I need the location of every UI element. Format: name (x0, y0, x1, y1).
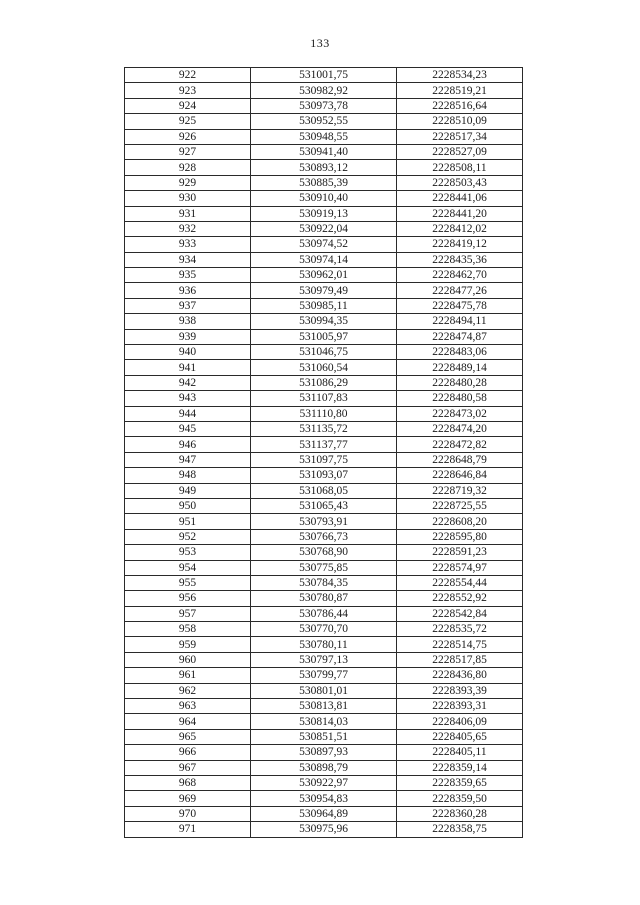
x-coordinate-cell: 530922,04 (251, 221, 397, 236)
table-row (125, 806, 523, 821)
point-number-cell: 933 (125, 237, 251, 252)
table-row (125, 68, 523, 83)
y-coordinate-cell: 2228419,12 (397, 237, 523, 252)
table-row (125, 545, 523, 560)
point-number-cell: 922 (125, 68, 251, 83)
point-number-cell: 930 (125, 191, 251, 206)
y-coordinate-cell: 2228477,26 (397, 283, 523, 298)
point-number-cell: 955 (125, 575, 251, 590)
x-coordinate-cell: 530910,40 (251, 191, 397, 206)
x-coordinate-cell: 530814,03 (251, 714, 397, 729)
point-number-cell: 970 (125, 806, 251, 821)
y-coordinate-cell: 2228483,06 (397, 345, 523, 360)
point-number-cell: 944 (125, 406, 251, 421)
table-row (125, 329, 523, 344)
x-coordinate-cell: 531005,97 (251, 329, 397, 344)
y-coordinate-cell: 2228508,11 (397, 160, 523, 175)
x-coordinate-cell: 530768,90 (251, 545, 397, 560)
table-row (125, 421, 523, 436)
point-number-cell: 948 (125, 468, 251, 483)
table-row (125, 206, 523, 221)
point-number-cell: 954 (125, 560, 251, 575)
x-coordinate-cell: 531135,72 (251, 421, 397, 436)
y-coordinate-cell: 2228725,55 (397, 498, 523, 513)
table-row (125, 683, 523, 698)
table-row (125, 237, 523, 252)
table-row (125, 298, 523, 313)
point-number-cell: 942 (125, 375, 251, 390)
y-coordinate-cell: 2228441,20 (397, 206, 523, 221)
table-row (125, 468, 523, 483)
x-coordinate-cell: 530994,35 (251, 314, 397, 329)
table-row (125, 606, 523, 621)
y-coordinate-cell: 2228519,21 (397, 83, 523, 98)
y-coordinate-cell: 2228474,87 (397, 329, 523, 344)
point-number-cell: 947 (125, 452, 251, 467)
table-row (125, 575, 523, 590)
table-row (125, 637, 523, 652)
y-coordinate-cell: 2228435,36 (397, 252, 523, 267)
y-coordinate-cell: 2228489,14 (397, 360, 523, 375)
y-coordinate-cell: 2228359,50 (397, 791, 523, 806)
x-coordinate-cell: 530799,77 (251, 668, 397, 683)
table-row (125, 622, 523, 637)
table-row (125, 391, 523, 406)
x-coordinate-cell: 530962,01 (251, 268, 397, 283)
point-number-cell: 968 (125, 775, 251, 790)
table-row (125, 83, 523, 98)
coordinates-table (124, 67, 523, 838)
table-row (125, 498, 523, 513)
x-coordinate-cell: 530941,40 (251, 144, 397, 159)
y-coordinate-cell: 2228648,79 (397, 452, 523, 467)
table-row (125, 699, 523, 714)
x-coordinate-cell: 530770,70 (251, 622, 397, 637)
table-row (125, 529, 523, 544)
x-coordinate-cell: 530948,55 (251, 129, 397, 144)
table-row (125, 514, 523, 529)
point-number-cell: 966 (125, 745, 251, 760)
point-number-cell: 932 (125, 221, 251, 236)
y-coordinate-cell: 2228473,02 (397, 406, 523, 421)
y-coordinate-cell: 2228510,09 (397, 114, 523, 129)
table-row (125, 406, 523, 421)
x-coordinate-cell: 531097,75 (251, 452, 397, 467)
point-number-cell: 946 (125, 437, 251, 452)
x-coordinate-cell: 530813,81 (251, 699, 397, 714)
table-row (125, 114, 523, 129)
point-number-cell: 969 (125, 791, 251, 806)
table-row (125, 129, 523, 144)
point-number-cell: 941 (125, 360, 251, 375)
point-number-cell: 964 (125, 714, 251, 729)
table-row (125, 791, 523, 806)
point-number-cell: 957 (125, 606, 251, 621)
table-row (125, 268, 523, 283)
y-coordinate-cell: 2228535,72 (397, 622, 523, 637)
point-number-cell: 950 (125, 498, 251, 513)
y-coordinate-cell: 2228412,02 (397, 221, 523, 236)
x-coordinate-cell: 530766,73 (251, 529, 397, 544)
y-coordinate-cell: 2228552,92 (397, 591, 523, 606)
point-number-cell: 925 (125, 114, 251, 129)
x-coordinate-cell: 531086,29 (251, 375, 397, 390)
x-coordinate-cell: 530797,13 (251, 652, 397, 667)
table-row (125, 360, 523, 375)
table-row (125, 560, 523, 575)
point-number-cell: 965 (125, 729, 251, 744)
x-coordinate-cell: 530974,52 (251, 237, 397, 252)
table-row (125, 144, 523, 159)
point-number-cell: 938 (125, 314, 251, 329)
x-coordinate-cell: 531046,75 (251, 345, 397, 360)
x-coordinate-cell: 531110,80 (251, 406, 397, 421)
x-coordinate-cell: 530780,11 (251, 637, 397, 652)
x-coordinate-cell: 530780,87 (251, 591, 397, 606)
x-coordinate-cell: 530985,11 (251, 298, 397, 313)
table-row (125, 452, 523, 467)
y-coordinate-cell: 2228480,58 (397, 391, 523, 406)
x-coordinate-cell: 530979,49 (251, 283, 397, 298)
y-coordinate-cell: 2228405,11 (397, 745, 523, 760)
point-number-cell: 929 (125, 175, 251, 190)
x-coordinate-cell: 530974,14 (251, 252, 397, 267)
table-row (125, 314, 523, 329)
point-number-cell: 926 (125, 129, 251, 144)
x-coordinate-cell: 531065,43 (251, 498, 397, 513)
point-number-cell: 971 (125, 822, 251, 837)
y-coordinate-cell: 2228406,09 (397, 714, 523, 729)
x-coordinate-cell: 531093,07 (251, 468, 397, 483)
point-number-cell: 943 (125, 391, 251, 406)
point-number-cell: 937 (125, 298, 251, 313)
y-coordinate-cell: 2228534,23 (397, 68, 523, 83)
table-row (125, 221, 523, 236)
y-coordinate-cell: 2228591,23 (397, 545, 523, 560)
y-coordinate-cell: 2228359,65 (397, 775, 523, 790)
x-coordinate-cell: 530973,78 (251, 98, 397, 113)
x-coordinate-cell: 530801,01 (251, 683, 397, 698)
point-number-cell: 928 (125, 160, 251, 175)
x-coordinate-cell: 530952,55 (251, 114, 397, 129)
page-number: 133 (310, 36, 330, 50)
y-coordinate-cell: 2228462,70 (397, 268, 523, 283)
y-coordinate-cell: 2228542,84 (397, 606, 523, 621)
x-coordinate-cell: 530885,39 (251, 175, 397, 190)
point-number-cell: 923 (125, 83, 251, 98)
table-row (125, 775, 523, 790)
point-number-cell: 927 (125, 144, 251, 159)
y-coordinate-cell: 2228646,84 (397, 468, 523, 483)
y-coordinate-cell: 2228474,20 (397, 421, 523, 436)
x-coordinate-cell: 530897,93 (251, 745, 397, 760)
table-row (125, 175, 523, 190)
point-number-cell: 967 (125, 760, 251, 775)
x-coordinate-cell: 530786,44 (251, 606, 397, 621)
y-coordinate-cell: 2228514,75 (397, 637, 523, 652)
table-row (125, 668, 523, 683)
y-coordinate-cell: 2228494,11 (397, 314, 523, 329)
table-row (125, 252, 523, 267)
table-row (125, 652, 523, 667)
x-coordinate-cell: 530851,51 (251, 729, 397, 744)
coordinates-table-body (125, 68, 523, 838)
point-number-cell: 940 (125, 345, 251, 360)
x-coordinate-cell: 530784,35 (251, 575, 397, 590)
point-number-cell: 960 (125, 652, 251, 667)
y-coordinate-cell: 2228595,80 (397, 529, 523, 544)
x-coordinate-cell: 530922,97 (251, 775, 397, 790)
point-number-cell: 924 (125, 98, 251, 113)
point-number-cell: 949 (125, 483, 251, 498)
table-row (125, 283, 523, 298)
x-coordinate-cell: 530775,85 (251, 560, 397, 575)
table-row (125, 714, 523, 729)
x-coordinate-cell: 531060,54 (251, 360, 397, 375)
y-coordinate-cell: 2228517,34 (397, 129, 523, 144)
table-row (125, 745, 523, 760)
y-coordinate-cell: 2228441,06 (397, 191, 523, 206)
table-row (125, 375, 523, 390)
y-coordinate-cell: 2228360,28 (397, 806, 523, 821)
point-number-cell: 953 (125, 545, 251, 560)
point-number-cell: 936 (125, 283, 251, 298)
point-number-cell: 962 (125, 683, 251, 698)
point-number-cell: 958 (125, 622, 251, 637)
x-coordinate-cell: 531107,83 (251, 391, 397, 406)
point-number-cell: 931 (125, 206, 251, 221)
x-coordinate-cell: 531137,77 (251, 437, 397, 452)
x-coordinate-cell: 531068,05 (251, 483, 397, 498)
point-number-cell: 963 (125, 699, 251, 714)
point-number-cell: 934 (125, 252, 251, 267)
x-coordinate-cell: 531001,75 (251, 68, 397, 83)
table-row (125, 591, 523, 606)
table-row (125, 760, 523, 775)
x-coordinate-cell: 530919,13 (251, 206, 397, 221)
table-row (125, 483, 523, 498)
x-coordinate-cell: 530898,79 (251, 760, 397, 775)
y-coordinate-cell: 2228527,09 (397, 144, 523, 159)
point-number-cell: 959 (125, 637, 251, 652)
x-coordinate-cell: 530793,91 (251, 514, 397, 529)
y-coordinate-cell: 2228608,20 (397, 514, 523, 529)
y-coordinate-cell: 2228516,64 (397, 98, 523, 113)
table-row (125, 437, 523, 452)
point-number-cell: 961 (125, 668, 251, 683)
y-coordinate-cell: 2228358,75 (397, 822, 523, 837)
point-number-cell: 939 (125, 329, 251, 344)
y-coordinate-cell: 2228719,32 (397, 483, 523, 498)
table-row (125, 191, 523, 206)
y-coordinate-cell: 2228393,31 (397, 699, 523, 714)
x-coordinate-cell: 530954,83 (251, 791, 397, 806)
x-coordinate-cell: 530982,92 (251, 83, 397, 98)
y-coordinate-cell: 2228436,80 (397, 668, 523, 683)
table-row (125, 822, 523, 837)
y-coordinate-cell: 2228359,14 (397, 760, 523, 775)
y-coordinate-cell: 2228405,65 (397, 729, 523, 744)
y-coordinate-cell: 2228393,39 (397, 683, 523, 698)
table-row (125, 345, 523, 360)
table-row (125, 98, 523, 113)
point-number-cell: 951 (125, 514, 251, 529)
x-coordinate-cell: 530893,12 (251, 160, 397, 175)
y-coordinate-cell: 2228480,28 (397, 375, 523, 390)
y-coordinate-cell: 2228472,82 (397, 437, 523, 452)
table-row (125, 160, 523, 175)
y-coordinate-cell: 2228554,44 (397, 575, 523, 590)
x-coordinate-cell: 530964,89 (251, 806, 397, 821)
table-row (125, 729, 523, 744)
y-coordinate-cell: 2228517,85 (397, 652, 523, 667)
point-number-cell: 952 (125, 529, 251, 544)
point-number-cell: 945 (125, 421, 251, 436)
point-number-cell: 935 (125, 268, 251, 283)
x-coordinate-cell: 530975,96 (251, 822, 397, 837)
y-coordinate-cell: 2228475,78 (397, 298, 523, 313)
y-coordinate-cell: 2228503,43 (397, 175, 523, 190)
point-number-cell: 956 (125, 591, 251, 606)
y-coordinate-cell: 2228574,97 (397, 560, 523, 575)
